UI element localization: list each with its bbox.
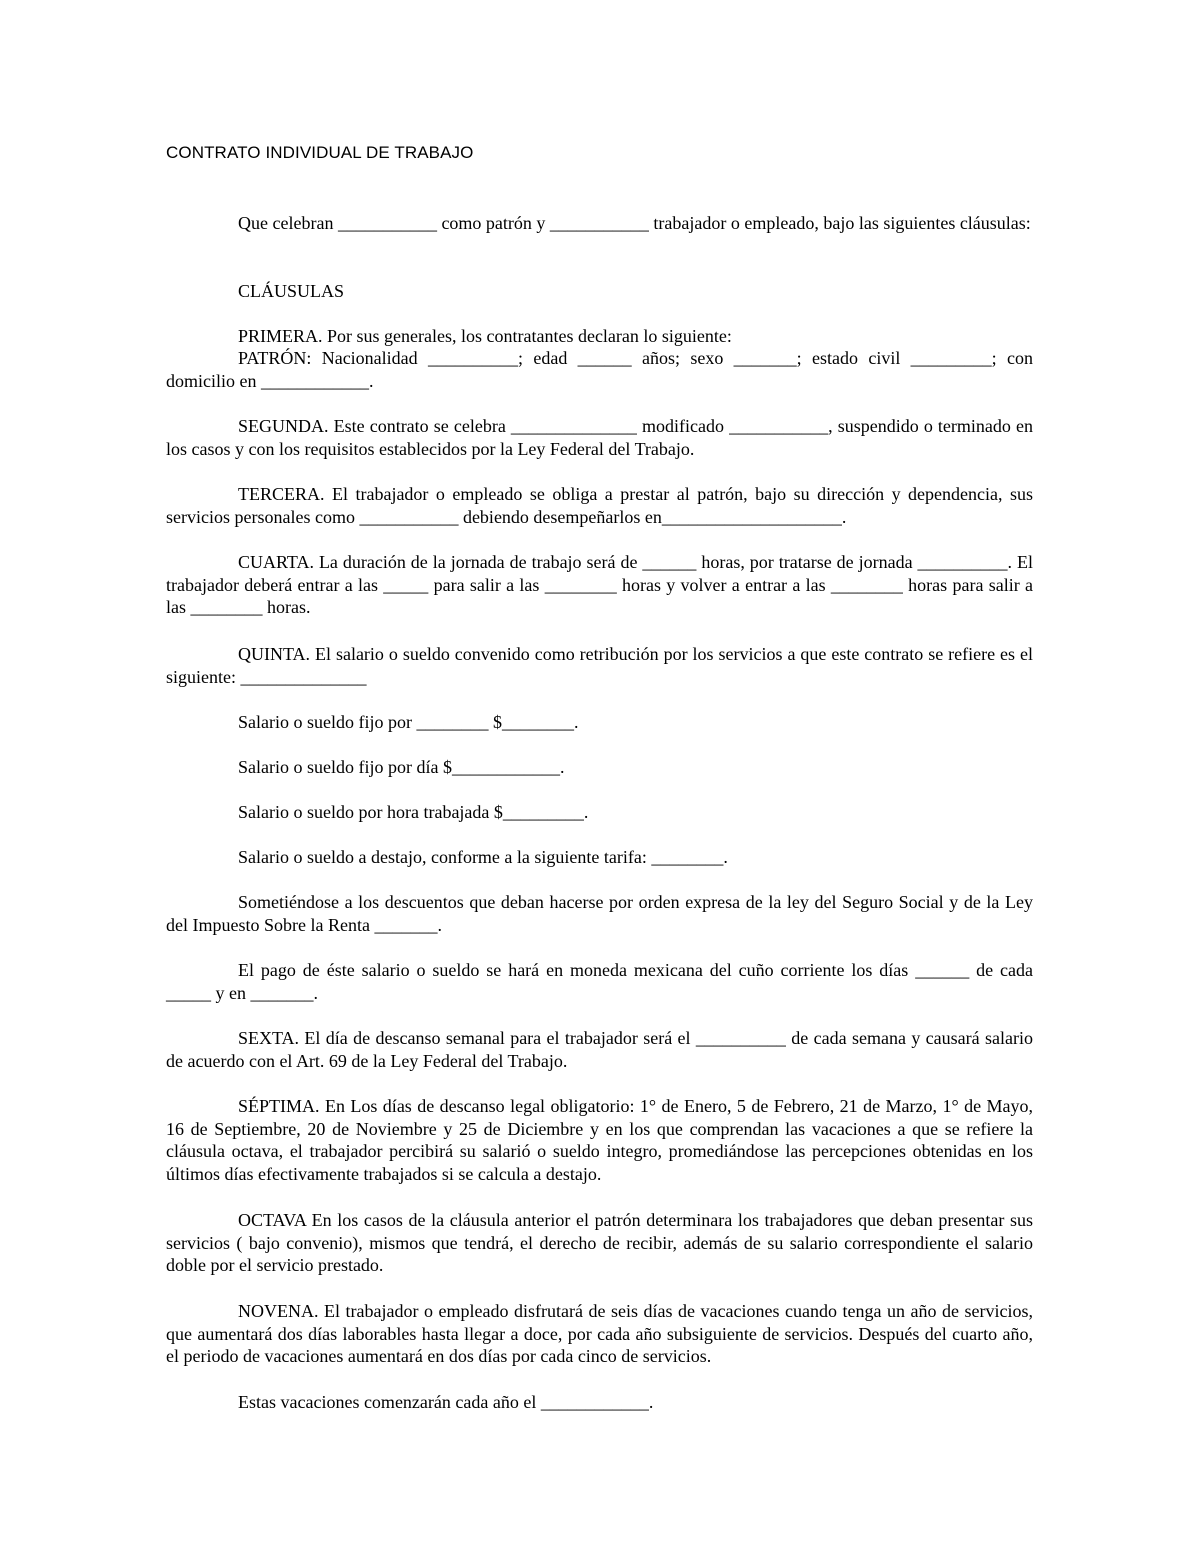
clausulas-heading: CLÁUSULAS [238, 281, 345, 301]
clause-primera: PRIMERA. Por sus generales, los contratantes declaran lo siguiente: [238, 326, 732, 346]
clause-segunda: SEGUNDA. Este contrato se celebra ______________ modificado ___________, suspendido o terminado en los casos y con los requisitos establecidos por la Ley Federal del Trabajo. [166, 416, 1033, 459]
clause-septima: SÉPTIMA. En Los días de descanso legal obligatorio: 1° de Enero, 5 de Febrero, 21 de Marzo, 1° de Mayo, 16 de Septiembre, 20 de Noviembre y 25 de Diciembre y en los que comprendan las vacaciones a que se refiere la cláusula octava, el trabajador percibirá su salarió o sueldo integro, promediándose las percepciones obtenidas en los últimos días efectivamente trabajados si se calcula a destajo. [166, 1096, 1033, 1185]
salario-hora-line: Salario o sueldo por hora trabajada $_________. [238, 802, 589, 822]
document-title: CONTRATO INDIVIDUAL DE TRABAJO [166, 143, 474, 162]
clause-tercera: TERCERA. El trabajador o empleado se obliga a prestar al patrón, bajo su dirección y dependencia, sus servicios personales como ___________ debiendo desempeñarlos en____________________. [166, 484, 1033, 527]
clause-cuarta: CUARTA. La duración de la jornada de trabajo será de ______ horas, por tratarse de jornada __________. El trabajador deberá entrar a las _____ para salir a las ________ horas y volver a entrar a las ________ horas para salir a las ________ horas. [166, 552, 1033, 618]
vacaciones-line: Estas vacaciones comenzarán cada año el ____________. [238, 1392, 654, 1412]
patron-details: PATRÓN: Nacionalidad __________; edad ______ años; sexo _______; estado civil _________; con domicilio en ____________. [166, 348, 1033, 391]
salario-fijo-line: Salario o sueldo fijo por ________ $________. [238, 712, 579, 732]
intro-paragraph: Que celebran ___________ como patrón y ___________ trabajador o empleado, bajo las siguientes cláusulas: [238, 213, 1031, 233]
clause-sexta: SEXTA. El día de descanso semanal para el trabajador será el __________ de cada semana y causará salario de acuerdo con el Art. 69 de la Ley Federal del Trabajo. [166, 1028, 1033, 1071]
pago-paragraph: El pago de éste salario o sueldo se hará en moneda mexicana del cuño corriente los días ______ de cada _____ y en _______. [166, 960, 1033, 1003]
salario-dia-line: Salario o sueldo fijo por día $____________. [238, 757, 565, 777]
clause-novena: NOVENA. El trabajador o empleado disfrutará de seis días de vacaciones cuando tenga un año de servicios, que aumentará dos días laborables hasta llegar a doce, por cada año subsiguiente de servicios. Después del cuarto año, el periodo de vacaciones aumentará en dos días por cada cinco de servicios. [166, 1301, 1033, 1367]
clause-octava: OCTAVA En los casos de la cláusula anterior el patrón determinara los trabajadores que deban presentar sus servicios ( bajo convenio), mismos que tendrá, el derecho de recibir, además de su salario correspondiente el salario doble por el servicio prestado. [166, 1210, 1033, 1276]
clause-quinta: QUINTA. El salario o sueldo convenido como retribución por los servicios a que este contrato se refiere es el siguiente: ______________ [166, 644, 1033, 687]
salario-destajo-line: Salario o sueldo a destajo, conforme a la siguiente tarifa: ________. [238, 847, 728, 867]
descuentos-paragraph: Sometiéndose a los descuentos que deban hacerse por orden expresa de la ley del Seguro Social y de la Ley del Impuesto Sobre la Renta _______. [166, 892, 1033, 935]
